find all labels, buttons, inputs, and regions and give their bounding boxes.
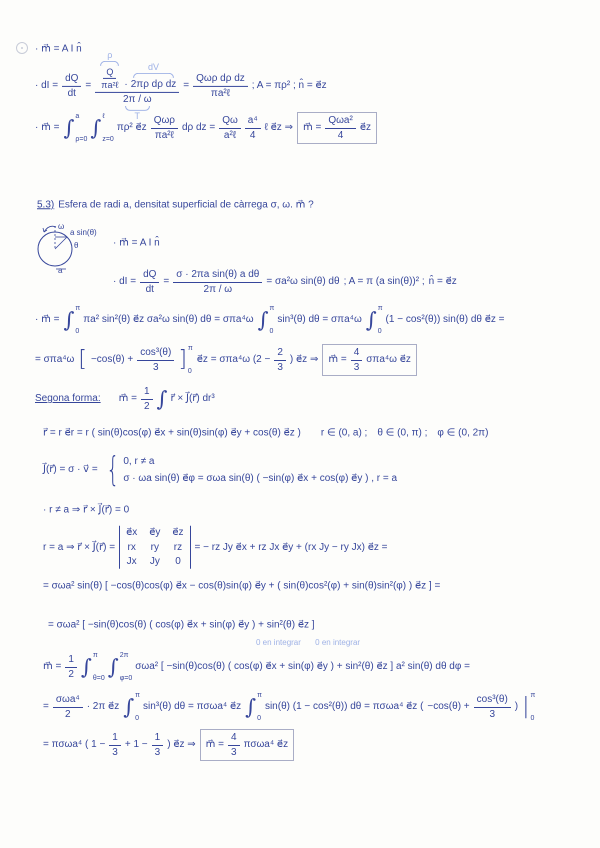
implies: ) e⃗z ⇒ bbox=[167, 739, 196, 751]
sketch-omega-label: ω bbox=[58, 222, 65, 231]
current-result: = σa²ω sin(θ) dθ bbox=[266, 276, 340, 288]
upper-limit: π bbox=[269, 305, 275, 312]
left-bracket: [ bbox=[78, 347, 87, 372]
integral-theta bbox=[81, 652, 105, 682]
integral-theta bbox=[245, 692, 262, 722]
simplification: e⃗z = σπa⁴ω (2 − bbox=[196, 354, 271, 366]
matrix-cell: Jx bbox=[126, 555, 137, 567]
cos-cube-fraction bbox=[474, 694, 511, 720]
equation-text: · m⃗ = A I n̂ bbox=[113, 237, 160, 249]
denominator: 2 bbox=[143, 400, 150, 412]
lower-limit: ρ=0 bbox=[75, 136, 88, 143]
matrix-cell: e⃗y bbox=[149, 526, 161, 538]
result-lhs: m⃗ = bbox=[302, 122, 322, 134]
charge-density-annotation: ρ bbox=[107, 49, 113, 60]
evaluation-bracket bbox=[178, 345, 192, 375]
integral-theta bbox=[258, 305, 275, 335]
case-surface: σ · ωa sin(θ) e⃗φ = σωa sin(θ) ( −sin(φ) e⃗x + cos(φ) e⃗y ) , r = a bbox=[123, 473, 398, 484]
p53-final-result bbox=[43, 729, 298, 761]
prefactor: = σπa⁴ω bbox=[35, 354, 75, 366]
integrand-2: sin³(θ) dθ = σπa⁴ω bbox=[277, 314, 362, 326]
upper-limit: π bbox=[377, 305, 383, 312]
upper-limit: π bbox=[530, 692, 536, 699]
one-third-fraction bbox=[152, 732, 164, 758]
denominator: 2π / ω bbox=[203, 283, 233, 295]
one-third-fraction bbox=[109, 732, 121, 758]
integral-sign: ∫ bbox=[90, 115, 102, 140]
integral-limits bbox=[75, 305, 80, 335]
upper-limit: π bbox=[257, 692, 262, 699]
numerator: σωa⁴ bbox=[53, 694, 83, 708]
lhs: m⃗ = bbox=[118, 393, 137, 405]
upper-limit: a bbox=[75, 113, 80, 120]
sketch-asin-label: a sin(θ) bbox=[70, 228, 97, 237]
evaluation-limits bbox=[531, 692, 536, 722]
denominator: 4 bbox=[249, 129, 256, 141]
sketch-theta-label: θ bbox=[74, 241, 79, 250]
integral-limits bbox=[378, 305, 383, 335]
equals: = bbox=[163, 276, 170, 288]
integrand: σωa² [ −sin(θ)cos(θ) ( cos(φ) e⃗x + sin(φ) e⃗y ) + sin²(θ) e⃗z ] a² sin(θ) dθ dφ = bbox=[135, 661, 470, 673]
matrix-cell: Jy bbox=[149, 555, 160, 567]
denominator: 2 bbox=[64, 708, 71, 720]
matrix-cell: rz bbox=[173, 541, 183, 553]
p53-current-element bbox=[113, 269, 461, 295]
upper-limit: π bbox=[92, 652, 98, 659]
numerator: σ · 2πa sin(θ) a dθ bbox=[173, 269, 262, 283]
numerator: Qω bbox=[219, 115, 241, 129]
integral-limits bbox=[120, 652, 133, 682]
denominator: 3 bbox=[353, 361, 360, 373]
p53-second-method bbox=[35, 386, 219, 412]
matrix-cell: rx bbox=[127, 541, 136, 553]
integral-sign: ∫ bbox=[245, 694, 257, 719]
integral-limits bbox=[270, 305, 275, 335]
numerator: dQ bbox=[62, 73, 81, 87]
upper-limit: 2π bbox=[119, 652, 129, 659]
integral-sign: ∫ bbox=[123, 694, 135, 719]
integral-sign: ∫ bbox=[107, 654, 119, 679]
margin-notes bbox=[256, 638, 372, 647]
equation-text: · m⃗ = A I n̂ bbox=[35, 43, 82, 55]
result-unit-vector: e⃗z bbox=[359, 122, 371, 134]
sketch-radius-label: a bbox=[58, 266, 63, 275]
result-lhs: m⃗ = bbox=[328, 354, 347, 366]
p53-result-box bbox=[322, 344, 417, 376]
final-result-box bbox=[200, 729, 294, 761]
evaluation-limits bbox=[188, 345, 193, 375]
integrand-area: πρ² e⃗z bbox=[116, 122, 147, 134]
integral-limits bbox=[135, 692, 140, 722]
numerator: Q bbox=[103, 67, 116, 79]
dq-dt-fraction bbox=[140, 269, 159, 295]
p53-current-density bbox=[43, 450, 401, 490]
right-bracket: ] bbox=[178, 347, 187, 372]
differentials: dρ dz = bbox=[181, 122, 216, 134]
equals: = bbox=[183, 80, 190, 92]
numerator: 2 bbox=[274, 347, 286, 361]
equals: = bbox=[85, 80, 92, 92]
denominator: πa²ℓ bbox=[101, 80, 119, 91]
equation-text: = σωa² [ −sin(θ)cos(θ) ( cos(φ) e⃗x + sin(φ) e⃗y ) + sin²(θ) e⃗z ] bbox=[48, 619, 315, 631]
area-and-normal: ; A = πρ² ; n̂ = e⃗z bbox=[251, 80, 327, 92]
integral-sign: ∫ bbox=[257, 307, 269, 332]
result-fraction bbox=[228, 732, 240, 758]
volume-element: 2πρ dρ dz bbox=[130, 79, 177, 91]
volume-element-annotation: dV bbox=[147, 62, 159, 73]
prefactor-fraction bbox=[53, 694, 83, 720]
integral-sign: ∫ bbox=[63, 307, 75, 332]
period-annotation: T bbox=[134, 111, 140, 122]
period: 2π / ω bbox=[122, 93, 152, 105]
second-method-label: Segona forma: bbox=[35, 393, 101, 405]
determinant bbox=[119, 526, 190, 569]
lhs: · m⃗ = bbox=[35, 122, 60, 134]
prefactor-fraction bbox=[219, 115, 241, 141]
implies: ) e⃗z ⇒ bbox=[289, 354, 319, 366]
area-expression: ; A = π (a sin(θ))² ; bbox=[343, 276, 425, 288]
upper-limit: π bbox=[135, 692, 140, 699]
p53-moment-evaluation bbox=[35, 344, 421, 376]
length-factor: ℓ e⃗z ⇒ bbox=[264, 122, 293, 134]
p53-position-vector bbox=[43, 427, 492, 439]
lower-limit: 0 bbox=[269, 328, 274, 335]
lower-limit: φ=0 bbox=[119, 675, 133, 682]
case-outside: 0, r ≠ a bbox=[123, 455, 155, 467]
numerator: cos³(θ) bbox=[474, 694, 511, 708]
integral-theta bbox=[123, 692, 140, 722]
numerator: dQ bbox=[140, 269, 159, 283]
lhs: · dI = bbox=[35, 80, 59, 92]
problem-number: 5.3) bbox=[37, 199, 55, 211]
integrand-1: sin³(θ) dθ = πσωa⁴ e⃗z bbox=[142, 701, 242, 713]
integrand: r⃗ × J⃗(r⃗) dr³ bbox=[170, 393, 215, 405]
equation-text: · r ≠ a ⇒ r⃗ × J⃗(r⃗) = 0 bbox=[43, 504, 130, 516]
denominator: dt bbox=[67, 87, 76, 99]
p53-expansion-2 bbox=[48, 619, 319, 631]
result-fraction bbox=[193, 73, 248, 99]
p53-expansion-1 bbox=[43, 580, 444, 592]
numerator: a⁴ bbox=[245, 115, 261, 129]
denominator: 3 bbox=[489, 708, 495, 720]
sphere-sketch bbox=[0, 0, 120, 290]
denominator: 4 bbox=[337, 129, 344, 141]
equation-text: = σωa² sin(θ) [ −cos(θ)cos(φ) e⃗x − cos(θ)sin(φ) e⃗y + ( sin(θ)cos²(φ) + sin(θ)sin²(φ) ) e⃗z ] = bbox=[43, 580, 441, 592]
radius-line bbox=[55, 237, 67, 249]
numerator: 1 bbox=[141, 386, 153, 400]
p53-cross-product bbox=[43, 526, 391, 569]
antiderivative-term: −cos(θ) + bbox=[90, 354, 134, 366]
denominator: πa²ℓ bbox=[210, 87, 230, 99]
denominator: dt bbox=[145, 283, 154, 295]
current-fraction bbox=[173, 269, 262, 295]
denominator: 3 bbox=[231, 746, 237, 758]
upper-limit: ℓ bbox=[102, 113, 105, 120]
lower-limit: 0 bbox=[75, 328, 80, 335]
lower-limit: 0 bbox=[135, 715, 140, 722]
rhs: = − rz Jy e⃗x + rz Jx e⃗y + (rx Jy − ry Jx) e⃗z = bbox=[194, 541, 388, 553]
numerator: Qωa² bbox=[325, 115, 355, 129]
volume-integral bbox=[156, 386, 168, 411]
integral-sign: ∫ bbox=[80, 654, 92, 679]
result-fraction bbox=[325, 115, 355, 141]
expression-start: = πσωa⁴ ( 1 − bbox=[43, 739, 106, 751]
phi-integral-result: · 2π e⃗z bbox=[86, 701, 120, 713]
denominator: 3 bbox=[112, 746, 118, 758]
p1-result-box bbox=[297, 112, 377, 144]
radial-integral-fraction bbox=[245, 115, 261, 141]
p53-outside-result bbox=[43, 504, 133, 516]
note-zero-integral-y: 0 en integrar bbox=[315, 638, 361, 647]
integral-sign: ∫ bbox=[365, 307, 377, 332]
numerator: 1 bbox=[109, 732, 121, 746]
one-half-fraction bbox=[65, 654, 77, 680]
numerator: 4 bbox=[351, 347, 363, 361]
numerator: 1 bbox=[152, 732, 164, 746]
numerator: 4 bbox=[228, 732, 240, 746]
numerator: 1 bbox=[65, 654, 77, 668]
integral-phi bbox=[108, 652, 132, 682]
equals: = bbox=[43, 701, 49, 713]
denominator: πa²ℓ bbox=[154, 129, 174, 141]
lower-limit: 0 bbox=[187, 368, 192, 375]
theta-range: θ ∈ (0, π) ; bbox=[377, 427, 428, 439]
integral-limits bbox=[93, 652, 105, 682]
vertical-bar: | bbox=[522, 694, 530, 719]
note-zero-integral-x: 0 en integrar bbox=[256, 638, 301, 647]
denominator: 3 bbox=[277, 361, 283, 373]
lower-limit: θ=0 bbox=[92, 675, 105, 682]
overbrace bbox=[133, 73, 175, 78]
integrand-2: sin(θ) (1 − cos²(θ)) dθ = πσωa⁴ e⃗z ( bbox=[264, 701, 424, 713]
phi-range: φ ∈ (0, 2π) bbox=[437, 427, 489, 439]
denominator: a²ℓ bbox=[223, 129, 237, 141]
integral-sign: ∫ bbox=[63, 115, 75, 140]
two-thirds-fraction bbox=[274, 347, 286, 373]
normal-vector: n̂ = e⃗z bbox=[428, 276, 457, 288]
dot: · bbox=[124, 79, 128, 91]
lower-limit: z=0 bbox=[102, 136, 114, 143]
integrand-3: (1 − cos²(θ)) sin(θ) dθ e⃗z = bbox=[385, 314, 505, 326]
integrand-fraction bbox=[151, 115, 178, 141]
integral-limits bbox=[257, 692, 262, 722]
denominator: 3 bbox=[152, 361, 159, 373]
upper-limit: π bbox=[75, 305, 81, 312]
result-fraction bbox=[351, 347, 363, 373]
position-expression: r⃗ = r e⃗r = r ( sin(θ)cos(φ) e⃗x + sin(θ)sin(φ) e⃗y + cos(θ) e⃗z ) bbox=[43, 427, 301, 439]
denominator: 3 bbox=[154, 746, 161, 758]
lhs: J⃗(r⃗) = σ · v⃗ = bbox=[43, 464, 98, 476]
upper-limit: π bbox=[187, 345, 193, 352]
matrix-cell: ry bbox=[150, 541, 159, 553]
lhs: · m⃗ = bbox=[35, 314, 60, 326]
result-tail: σπa⁴ω e⃗z bbox=[366, 354, 411, 366]
matrix-cell: e⃗z bbox=[172, 526, 184, 538]
integral-theta bbox=[366, 305, 383, 335]
lower-limit: 0 bbox=[257, 715, 262, 722]
volume-element-group bbox=[131, 63, 177, 91]
p53-volume-evaluation bbox=[43, 692, 539, 722]
evaluation-bar bbox=[522, 692, 535, 722]
p53-moment-integral bbox=[35, 305, 509, 335]
close-paren: ) bbox=[514, 701, 519, 713]
result-tail: πσωa⁴ e⃗z bbox=[243, 739, 289, 751]
matrix-cell: 0 bbox=[175, 555, 181, 567]
expression-middle: + 1 − bbox=[124, 739, 148, 751]
lhs: r = a ⇒ r⃗ × J⃗(r⃗) = bbox=[43, 541, 116, 553]
one-half-fraction bbox=[141, 386, 153, 412]
result-lhs: m⃗ = bbox=[205, 739, 224, 751]
p53-moment-definition bbox=[113, 237, 164, 249]
lower-limit: 0 bbox=[530, 715, 535, 722]
numerator: Qωρ dρ dz bbox=[193, 73, 248, 87]
problem-statement: Esfera de radi a, densitat superficial de càrrega σ, ω. m⃗ ? bbox=[58, 199, 314, 211]
matrix-cell: e⃗x bbox=[126, 526, 138, 538]
cos-cube-fraction bbox=[137, 347, 174, 373]
integrand-1: πa² sin²(θ) e⃗z σa²ω sin(θ) dθ = σπa⁴ω bbox=[83, 314, 254, 326]
left-brace: { bbox=[106, 450, 120, 490]
piecewise-current-density bbox=[102, 450, 398, 490]
lower-limit: 0 bbox=[377, 328, 382, 335]
numerator: Qωρ bbox=[151, 115, 178, 129]
integral-theta bbox=[63, 305, 80, 335]
r-range: r ∈ (0, a) ; bbox=[320, 427, 368, 439]
lhs: · dI = bbox=[113, 276, 137, 288]
numerator: cos³(θ) bbox=[137, 347, 174, 361]
p53-volume-integral bbox=[43, 652, 474, 682]
lhs: m⃗ = bbox=[43, 661, 62, 673]
denominator: 2 bbox=[68, 668, 74, 680]
cases bbox=[123, 456, 397, 485]
integral-sign: ∫ bbox=[156, 386, 168, 411]
antiderivative-term: −cos(θ) + bbox=[427, 701, 470, 713]
